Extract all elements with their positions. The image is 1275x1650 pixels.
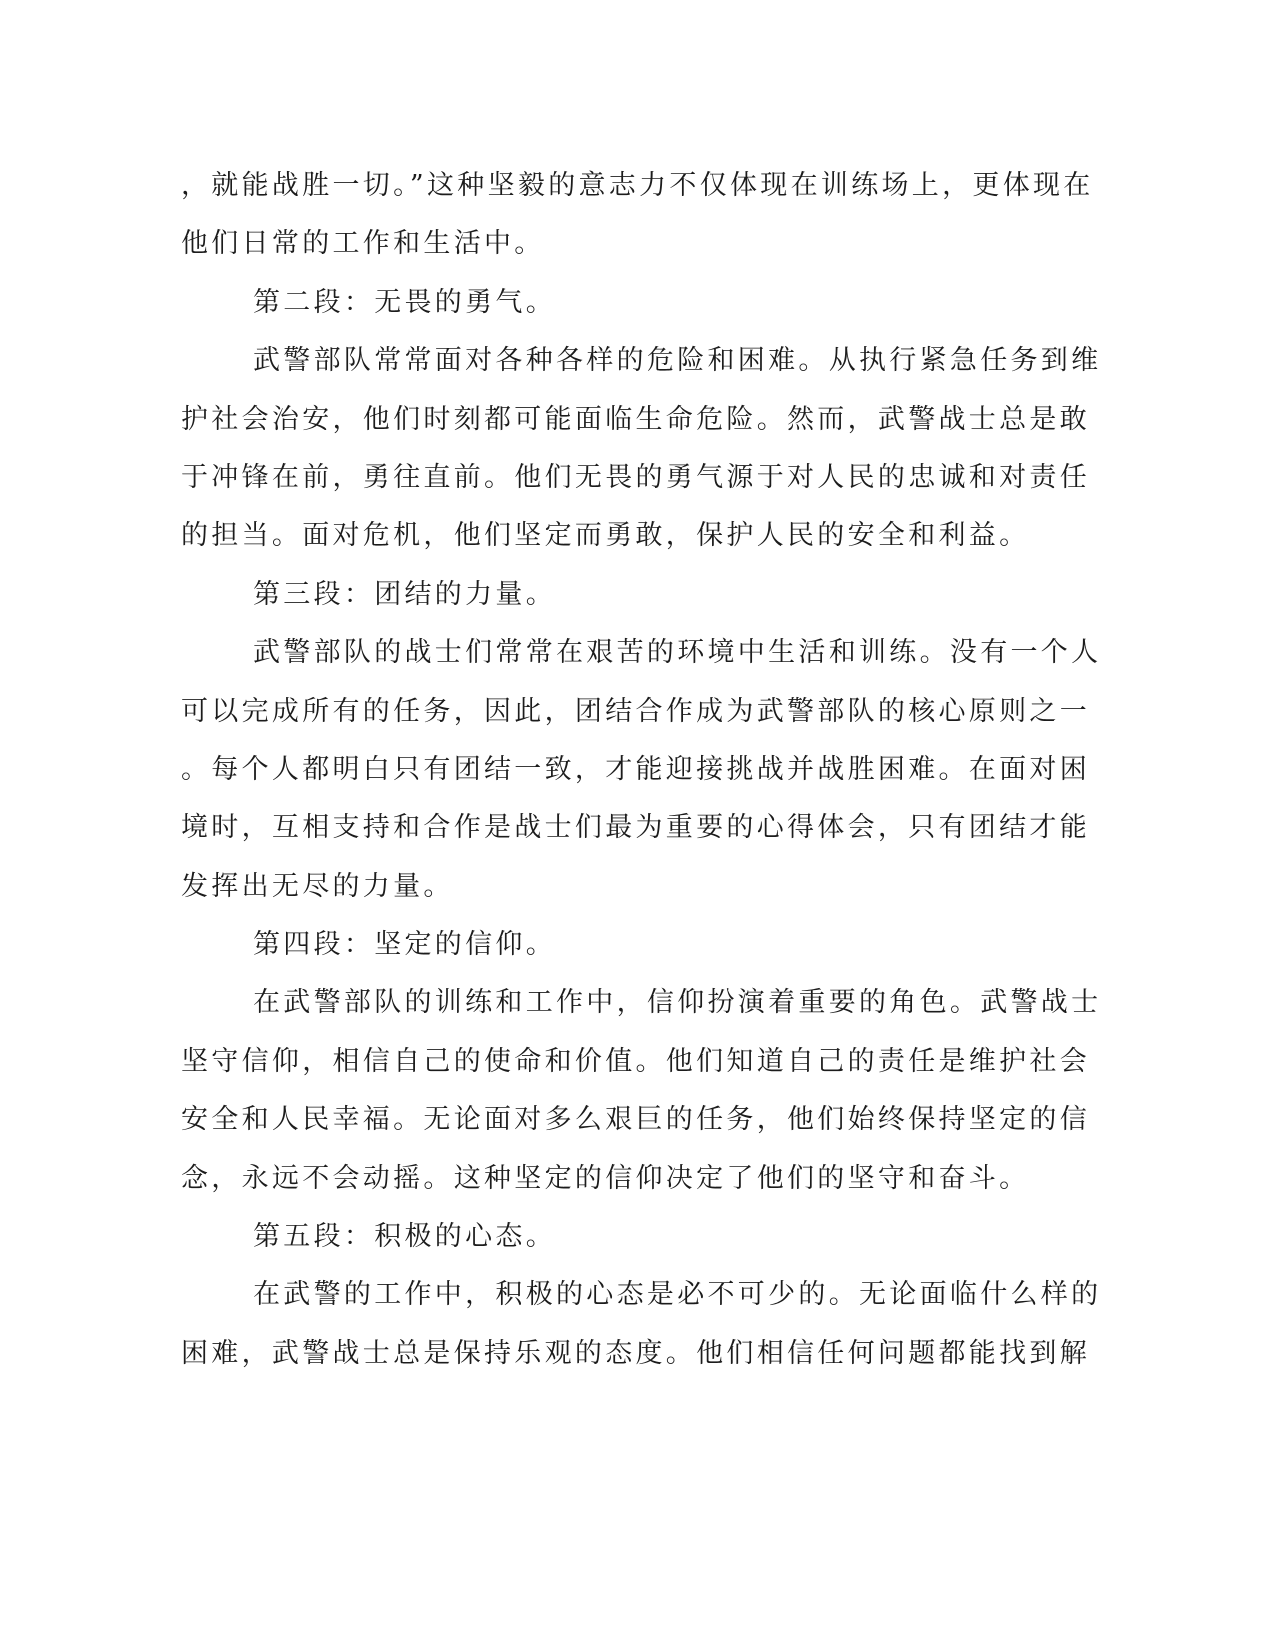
text-line: 安全和人民幸福。无论面对多么艰巨的任务，他们始终保持坚定的信 <box>181 1104 1090 1136</box>
text-line: ，就能战胜一切。”这种坚毅的意志力不仅体现在训练场上，更体现在 <box>181 170 1094 201</box>
text-line: 发挥出无尽的力量。 <box>181 870 454 902</box>
paragraph-first-line: 武警部队的战士们常常在艰苦的环境中生活和训练。没有一个人 <box>253 637 1102 669</box>
paragraph-first-line: 在武警的工作中，积极的心态是必不可少的。无论面临什么样的 <box>253 1279 1102 1311</box>
section-heading: 第四段：坚定的信仰。 <box>253 929 556 961</box>
document-body <box>181 157 1102 1383</box>
text-line: 坚守信仰，相信自己的使命和价值。他们知道自己的责任是维护社会 <box>181 1045 1090 1077</box>
text-line: 可以完成所有的任务，因此，团结合作成为武警部队的核心原则之一 <box>181 695 1090 727</box>
text-line: 困难，武警战士总是保持乐观的态度。他们相信任何问题都能找到解 <box>181 1337 1090 1369</box>
section-heading: 第三段：团结的力量。 <box>253 578 556 610</box>
section-heading: 第五段：积极的心态。 <box>253 1221 556 1253</box>
text-line: 他们日常的工作和生活中。 <box>181 228 545 260</box>
section-heading: 第二段：无畏的勇气。 <box>253 286 556 318</box>
text-line: 护社会治安，他们时刻都可能面临生命危险。然而，武警战士总是敢 <box>181 403 1090 435</box>
paragraph-first-line: 在武警部队的训练和工作中，信仰扮演着重要的角色。武警战士 <box>253 987 1102 1019</box>
text-line: 的担当。面对危机，他们坚定而勇敢，保护人民的安全和利益。 <box>181 520 1030 552</box>
text-line: 境时，互相支持和合作是战士们最为重要的心得体会，只有团结才能 <box>181 812 1090 844</box>
text-line: 念，永远不会动摇。这种坚定的信仰决定了他们的坚守和奋斗。 <box>181 1162 1030 1194</box>
text-line: 于冲锋在前，勇往直前。他们无畏的勇气源于对人民的忠诚和对责任 <box>181 461 1090 493</box>
paragraph-first-line: 武警部队常常面对各种各样的危险和困难。从执行紧急任务到维 <box>253 345 1102 377</box>
text-line: 。每个人都明白只有团结一致，才能迎接挑战并战胜困难。在面对困 <box>181 753 1090 785</box>
